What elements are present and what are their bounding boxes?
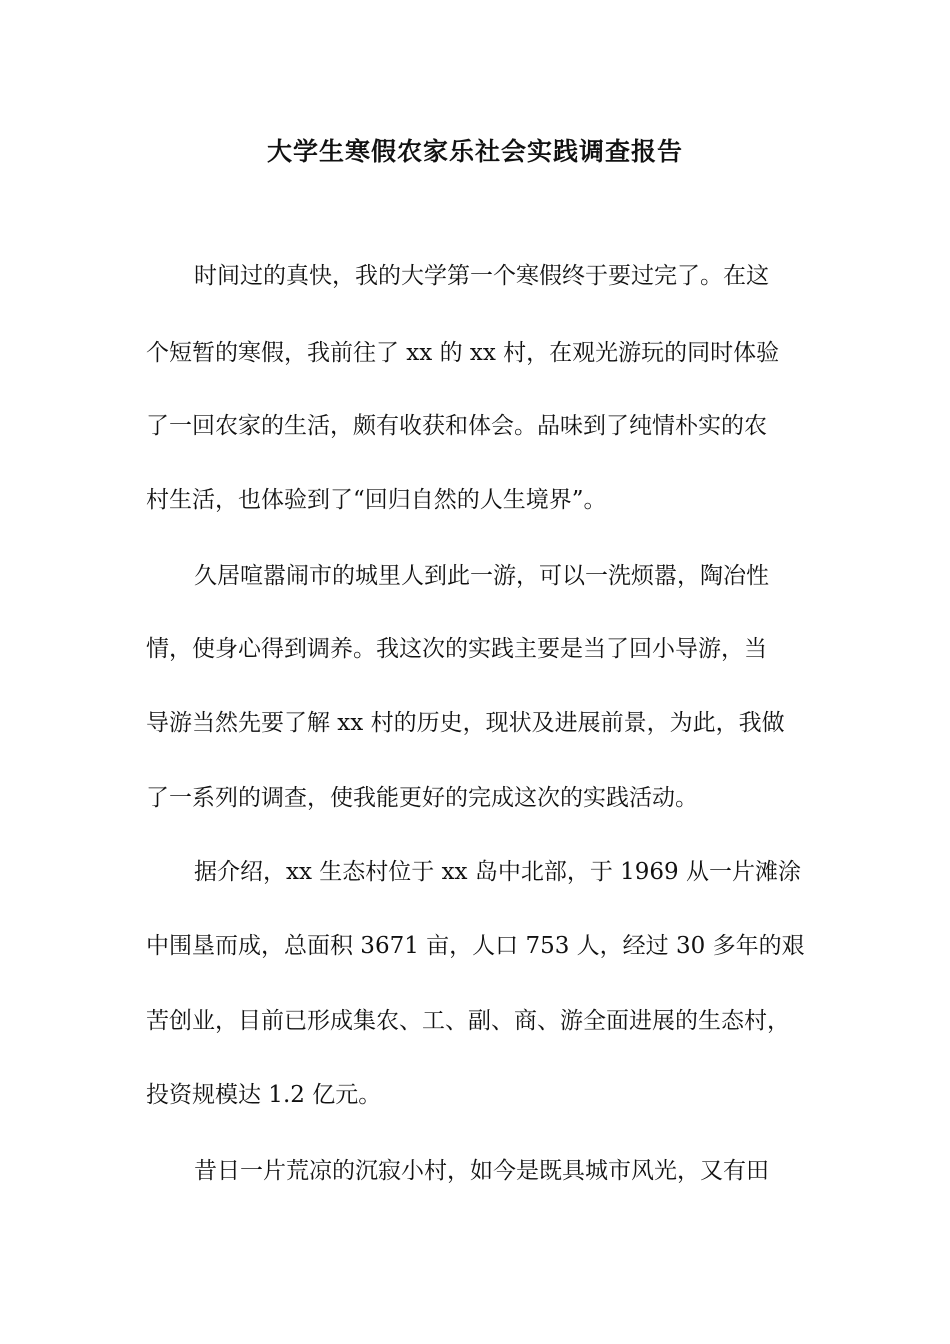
paragraph-4-line-1: 昔日一片荒凉的沉寂小村，如今是既具城市风光，又有田 bbox=[194, 1158, 769, 1184]
paragraph-3-line-2: 中围垦而成，总面积 3671 亩，人口 753 人，经过 30 多年的艰 bbox=[146, 933, 805, 959]
paragraph-1-line-2: 个短暂的寒假，我前往了 xx 的 xx 村，在观光游玩的同时体验 bbox=[146, 340, 780, 366]
paragraph-1-line-4: 村生活，也体验到了“回归自然的人生境界”。 bbox=[146, 487, 607, 513]
paragraph-2-line-1: 久居喧嚣闹市的城里人到此一游，可以一洗烦嚣，陶冶性 bbox=[194, 563, 769, 589]
paragraph-1-line-1: 时间过的真快，我的大学第一个寒假终于要过完了。在这 bbox=[194, 263, 769, 289]
paragraph-2-line-3: 导游当然先要了解 xx 村的历史，现状及进展前景，为此，我做 bbox=[146, 710, 785, 736]
paragraph-1-line-3: 了一回农家的生活，颇有收获和体会。品味到了纯情朴实的农 bbox=[146, 413, 767, 439]
paragraph-3-line-3: 苦创业，目前已形成集农、工、副、商、游全面进展的生态村， bbox=[146, 1008, 790, 1034]
document-title: 大学生寒假农家乐社会实践调查报告 bbox=[266, 137, 683, 166]
paragraph-3-line-1: 据介绍，xx 生态村位于 xx 岛中北部，于 1969 从一片滩涂 bbox=[194, 859, 801, 885]
paragraph-3-line-4: 投资规模达 1.2 亿元。 bbox=[146, 1082, 382, 1108]
paragraph-2-line-2: 情，使身心得到调养。我这次的实践主要是当了回小导游，当 bbox=[146, 636, 767, 662]
paragraph-2-line-4: 了一系列的调查，使我能更好的完成这次的实践活动。 bbox=[146, 785, 698, 811]
